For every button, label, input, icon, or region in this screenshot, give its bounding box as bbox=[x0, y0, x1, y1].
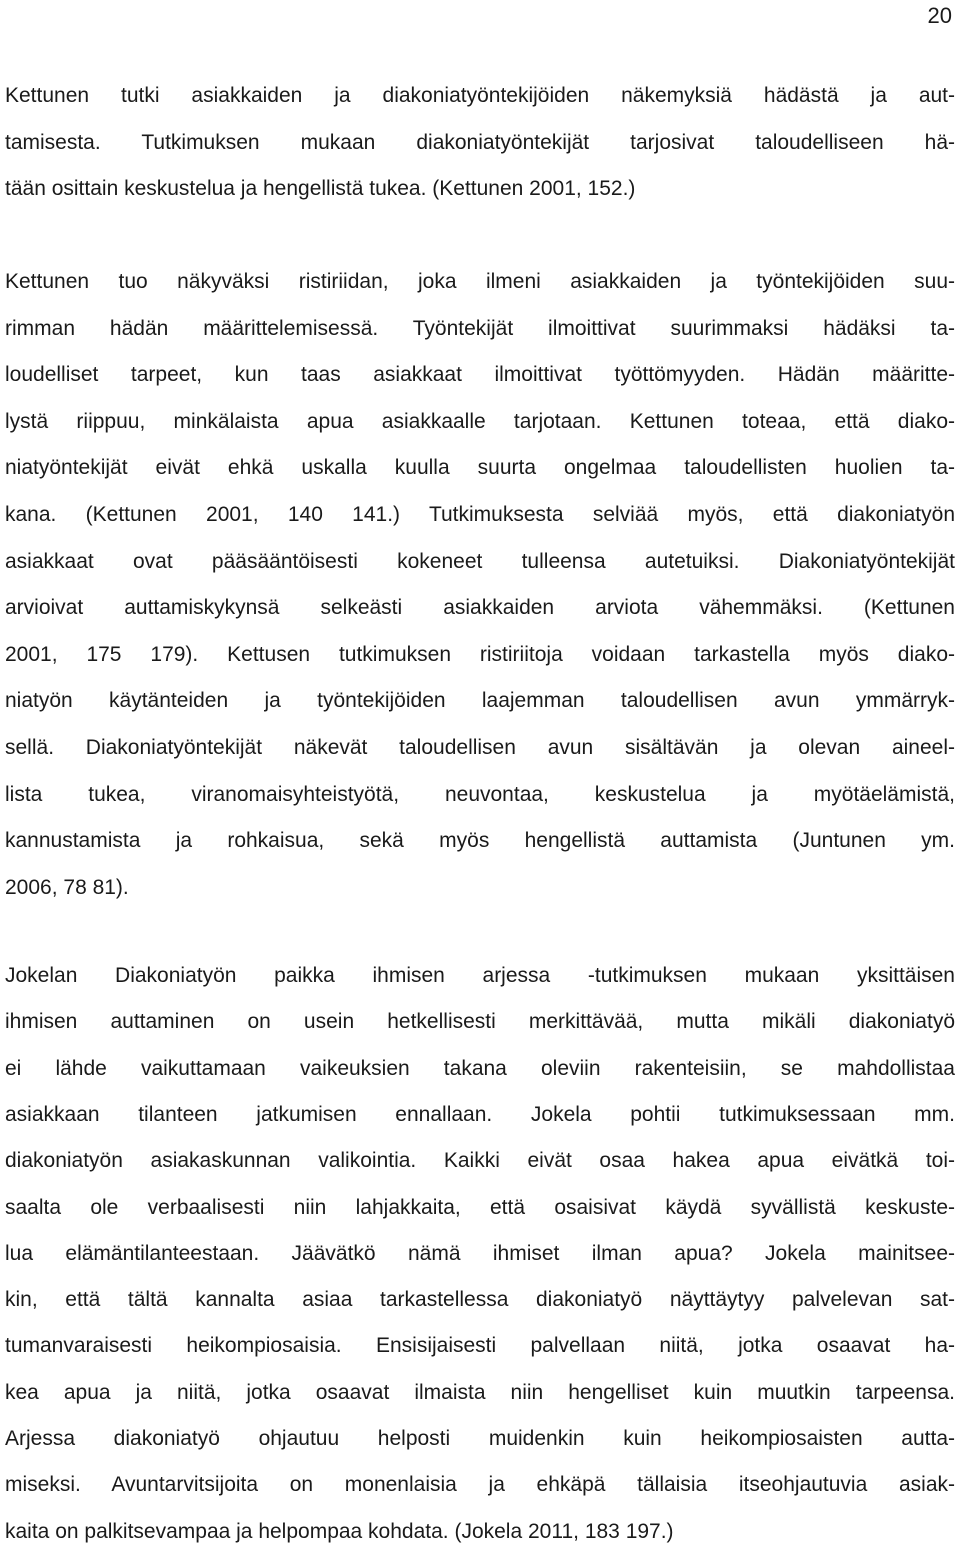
paragraph-line: tään osittain keskustelua ja hengellistä tukea. (Kettunen 2001, 152.) bbox=[5, 177, 636, 200]
page-number: 20 bbox=[927, 3, 952, 28]
paragraph-line: Arjessa diakoniatyö ohjautuu helposti muidenkin kuin heikompiosaisten autta- bbox=[5, 1427, 955, 1450]
paragraph-line: kannustamista ja rohkaisua, sekä myös hengellistä auttamista (Juntunen ym. bbox=[5, 829, 955, 853]
paragraph-line: tumanvaraisesti heikompiosaisia. Ensisijaisesti palvellaan niitä, jotka osaavat ha- bbox=[5, 1334, 955, 1358]
paragraph-line: miseksi. Avuntarvitsijoita on monenlaisia ja ehkäpä tällaisia itseohjautuvia asiak- bbox=[5, 1473, 955, 1497]
paragraph-line: loudelliset tarpeet, kun taas asiakkaat ilmoittivat työttömyyden. Hädän määritte- bbox=[5, 363, 955, 387]
paragraph-line: asiakkaan tilanteen jatkumisen ennallaan. Jokela pohtii tutkimuksessaan mm. bbox=[5, 1102, 955, 1126]
paragraph-line: ihmisen auttaminen on usein hetkellisesti merkittävää, mutta mikäli diakoniatyö bbox=[5, 1010, 955, 1034]
paragraph-line: lystä riippuu, minkälaista apua asiakkaalle tarjotaan. Kettunen toteaa, että diako- bbox=[5, 409, 955, 433]
paragraph-line: 2006, 78 81). bbox=[5, 875, 129, 899]
paragraph-line: kaita on palkitsevampaa ja helpompaa kohdata. (Jokela 2011, 183 197.) bbox=[5, 1519, 674, 1543]
paragraph-line: Jokelan Diakoniatyön paikka ihmisen arjessa -tutkimuksen mukaan yksittäisen bbox=[5, 964, 955, 987]
paragraph-line: 2001, 175 179). Kettusen tutkimuksen ristiriitoja voidaan tarkastella myös diako- bbox=[5, 642, 955, 666]
paragraph-line: kea apua ja niitä, jotka osaavat ilmaista niin hengelliset kuin muutkin tarpeensa. bbox=[5, 1380, 955, 1404]
paragraph-line: lua elämäntilanteestaan. Jäävätkö nämä ihmiset ilman apua? Jokela mainitsee- bbox=[5, 1241, 955, 1265]
paragraph-line: Kettunen tuo näkyväksi ristiriidan, joka ilmeni asiakkaiden ja työntekijöiden suu- bbox=[5, 270, 955, 293]
paragraph-line: Kettunen tutki asiakkaiden ja diakoniatyöntekijöiden näkemyksiä hädästä ja aut- bbox=[5, 84, 955, 107]
paragraph-line: niatyön käytänteiden ja työntekijöiden laajemman taloudellisen avun ymmärryk- bbox=[5, 689, 955, 713]
paragraph-line: kana. (Kettunen 2001, 140 141.) Tutkimuksesta selviää myös, että diakoniatyön bbox=[5, 503, 955, 526]
paragraph-line: asiakkaat ovat pääsääntöisesti kokeneet tulleensa autetuiksi. Diakoniatyöntekijät bbox=[5, 549, 955, 573]
paragraph-line: lista tukea, viranomaisyhteistyötä, neuvontaa, keskustelua ja myötäelämistä, bbox=[5, 782, 955, 806]
paragraph-line: kin, että tältä kannalta asiaa tarkastellessa diakoniatyö näyttäytyy palvelevan sat- bbox=[5, 1288, 955, 1312]
paragraph-line: ei lähde vaikuttamaan vaikeuksien takana oleviin rakenteisiin, se mahdollistaa bbox=[5, 1056, 955, 1080]
paragraph-line: tamisesta. Tutkimuksen mukaan diakoniatyöntekijät tarjosivat taloudelliseen hä- bbox=[5, 130, 955, 154]
paragraph-line: arvioivat auttamiskykynsä selkeästi asiakkaiden arviota vähemmäksi. (Kettunen bbox=[5, 596, 955, 620]
paragraph-line: saalta ole verbaalisesti niin lahjakkaita, että osaisivat käydä syvällistä keskuste- bbox=[5, 1195, 955, 1219]
paragraph-line: diakoniatyön asiakaskunnan valikointia. Kaikki eivät osaa hakea apua eivätkä toi- bbox=[5, 1149, 955, 1173]
paragraph-line: niatyöntekijät eivät ehkä uskalla kuulla suurta ongelmaa taloudellisten huolien ta- bbox=[5, 456, 955, 480]
paragraph-line: sellä. Diakoniatyöntekijät näkevät taloudellisen avun sisältävän ja olevan aineel- bbox=[5, 736, 955, 759]
paragraph-line: rimman hädän määrittelemisessä. Työntekijät ilmoittivat suurimmaksi hädäksi ta- bbox=[5, 316, 955, 340]
